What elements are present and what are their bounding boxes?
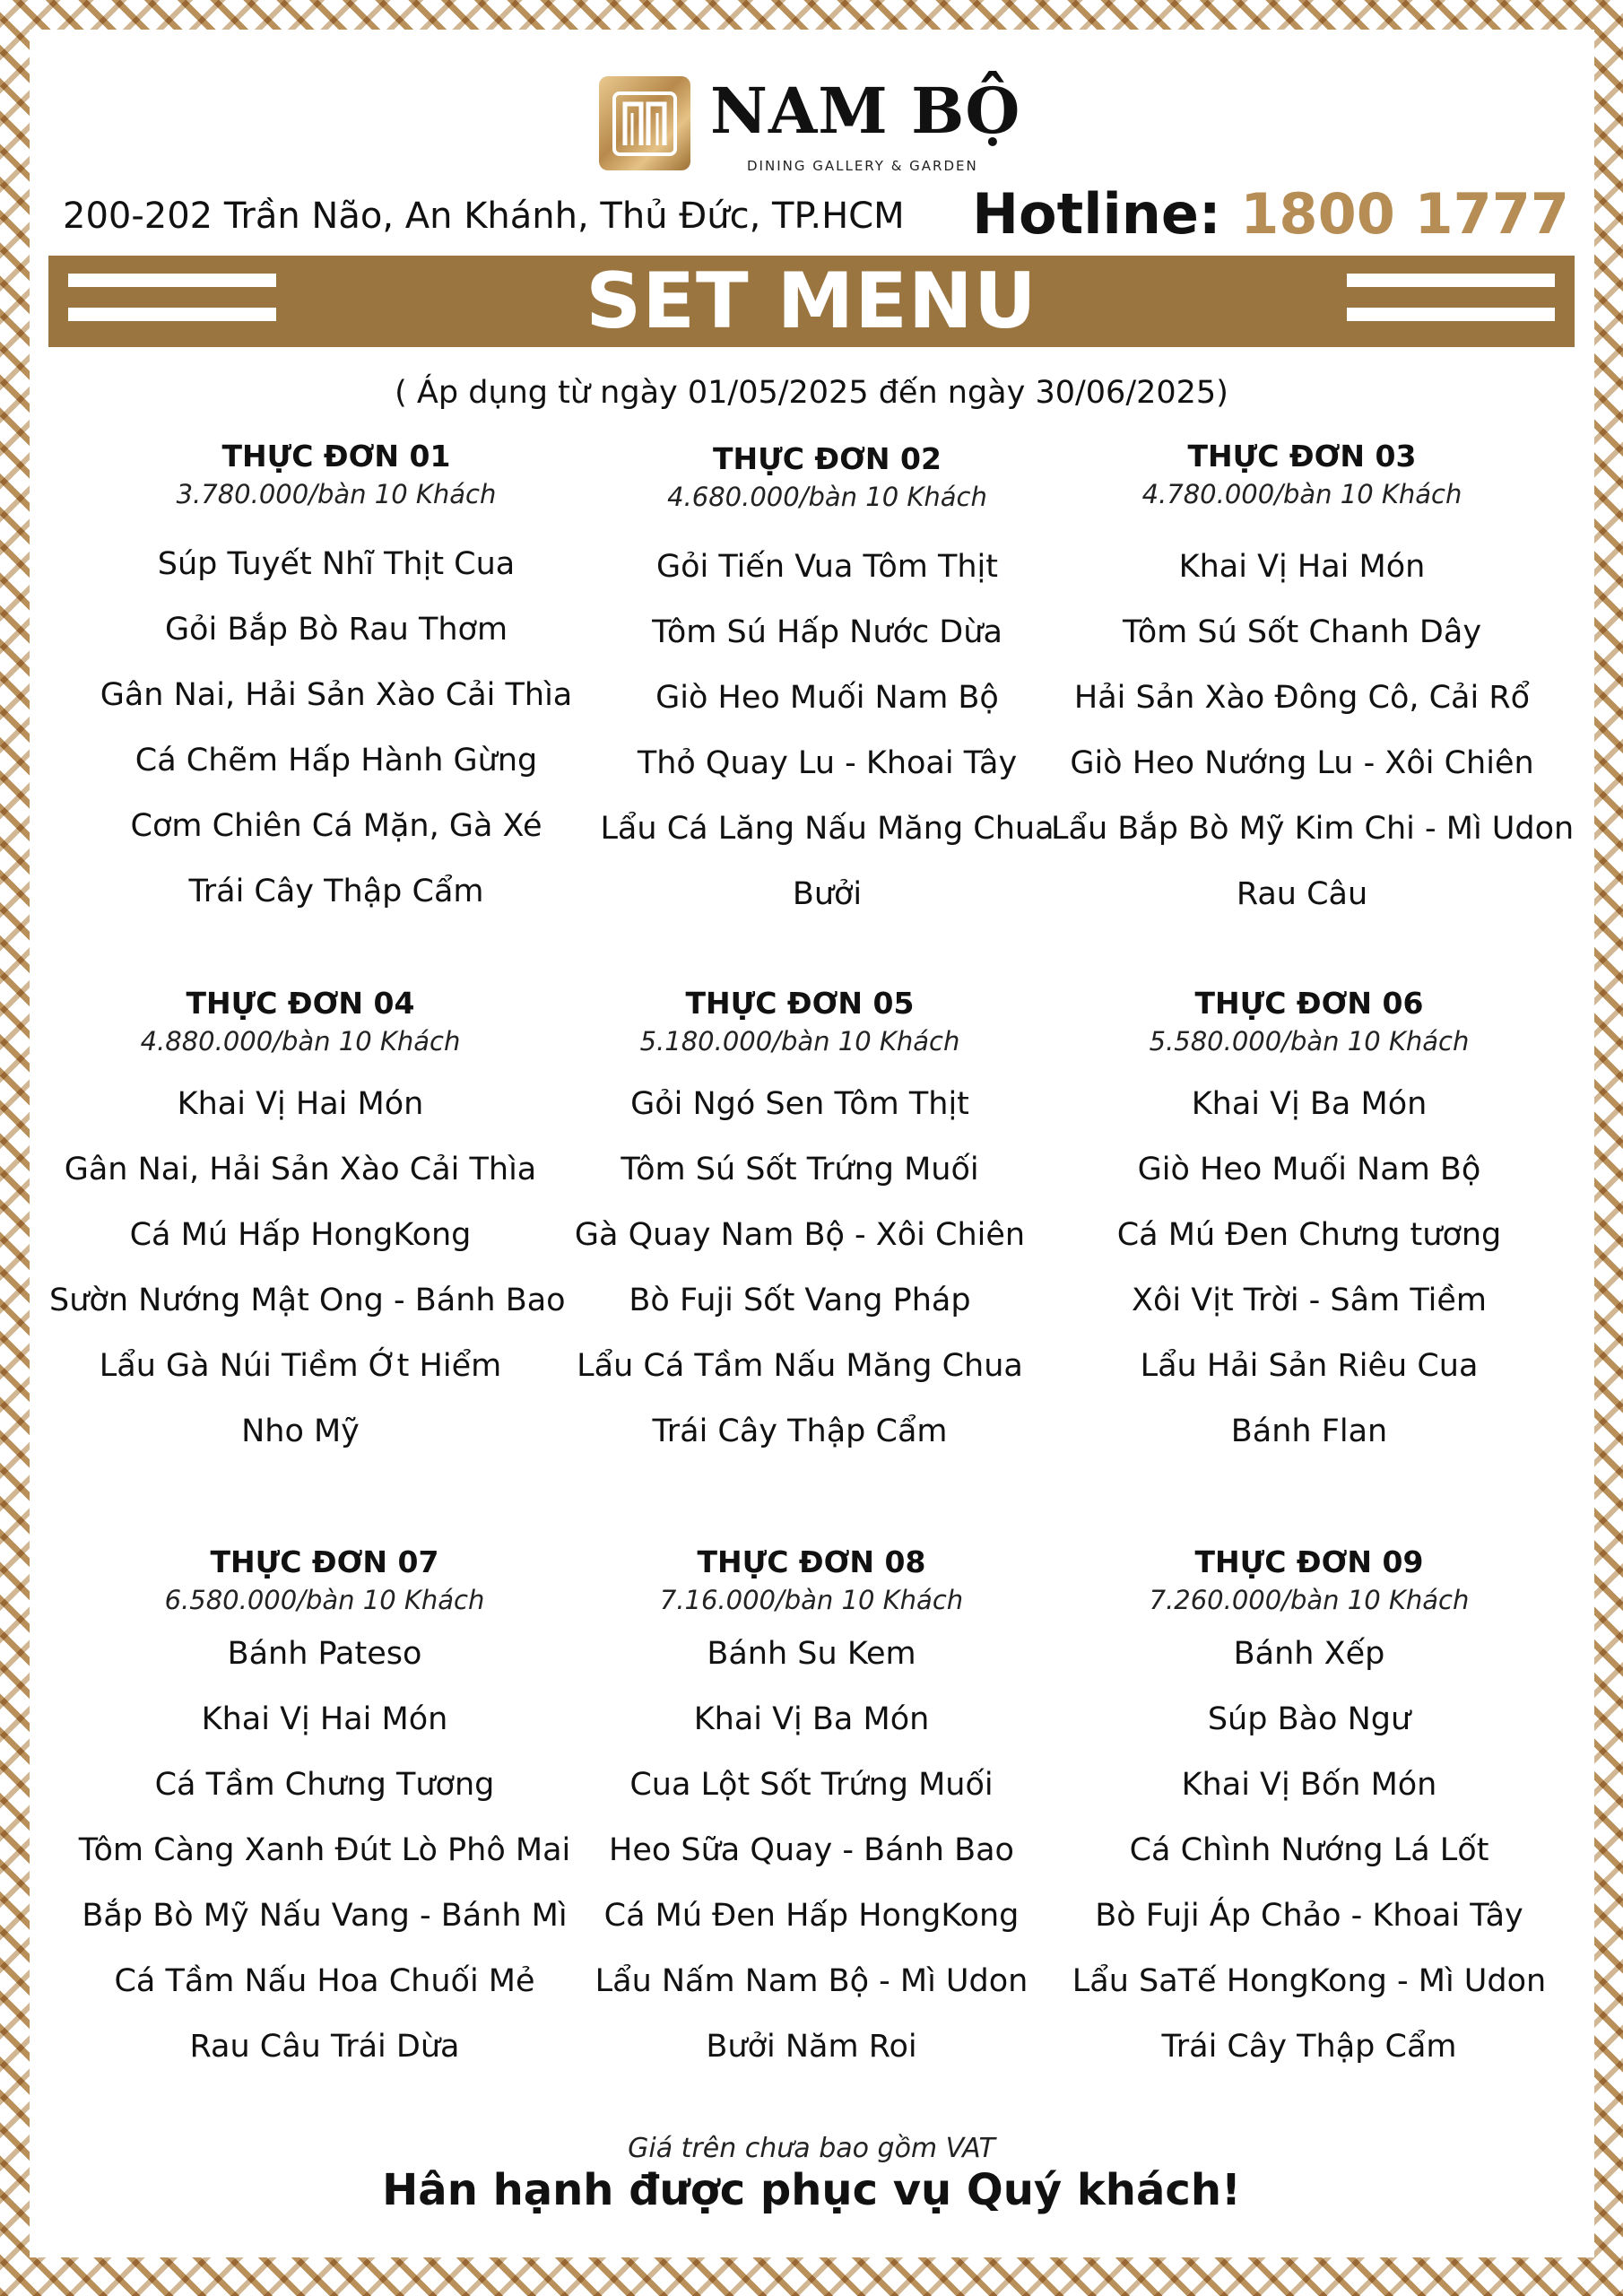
dish-list <box>574 535 1081 927</box>
dish-item: Trái Cây Thập Cẩm <box>188 874 484 909</box>
dish-list <box>560 1622 1063 2080</box>
dish-item: Lẩu Cá Lăng Nấu Măng Chua <box>600 811 1055 847</box>
dish-item: Khai Vị Hai Món <box>1178 549 1426 585</box>
vat-note: Giá trên chưa bao gồm VAT <box>628 2133 995 2164</box>
dish-item: Nho Mỹ <box>241 1413 360 1449</box>
dish-item: Lẩu Gà Núi Tiềm Ớt Hiểm <box>99 1348 502 1384</box>
menu-title: THỰC ĐƠN 06 <box>1194 986 1424 1021</box>
dish-item: Bắp Bò Mỹ Nấu Vang - Bánh Mì <box>82 1898 568 1934</box>
dish-item: Bánh Flan <box>1230 1413 1388 1449</box>
set-menu-08 <box>560 1543 1063 2080</box>
dish-item: Gỏi Bắp Bò Rau Thơm <box>164 612 508 648</box>
nam-bo-logo-icon <box>599 76 690 170</box>
set-menu-06 <box>1058 984 1560 1465</box>
menu-title: THỰC ĐƠN 07 <box>210 1544 439 1579</box>
dish-item: Cá Tầm Nấu Hoa Chuối Mẻ <box>114 1963 535 1999</box>
set-menu-04 <box>49 984 566 1465</box>
set-menu-03 <box>1051 437 1575 927</box>
dish-item: Lẩu Bắp Bò Mỹ Kim Chi - Mì Udon <box>1051 811 1575 847</box>
dish-item: Cơm Chiên Cá Mặn, Gà Xé <box>130 808 542 844</box>
hotline-number[interactable]: 1800 1777 <box>1240 181 1569 247</box>
menu-title: THỰC ĐƠN 02 <box>713 441 942 476</box>
dish-item: Cá Mú Hấp HongKong <box>129 1217 472 1253</box>
set-menu-09 <box>1058 1543 1560 2080</box>
dish-item: Bánh Xếp <box>1233 1636 1385 1672</box>
dish-item: Trái Cây Thập Cẩm <box>652 1413 948 1449</box>
dish-item: Gà Quay Nam Bộ - Xôi Chiên <box>574 1217 1026 1253</box>
dish-item: Khai Vị Bốn Món <box>1181 1767 1437 1803</box>
dish-item: Tôm Sú Sốt Chanh Dây <box>1122 614 1482 650</box>
set-menu-banner <box>48 256 1575 347</box>
dish-item: Heo Sữa Quay - Bánh Bao <box>609 1832 1014 1868</box>
dish-item: Xôi Vịt Trời - Sâm Tiềm <box>1132 1283 1487 1318</box>
set-menu-07 <box>74 1543 576 2080</box>
dish-item: Gân Nai, Hải Sản Xào Cải Thìa <box>64 1152 537 1187</box>
hotline <box>972 181 1569 247</box>
dish-item: Khai Vị Ba Món <box>693 1701 930 1737</box>
dish-item: Bánh Pateso <box>227 1636 422 1672</box>
dish-item: Cá Tầm Chưng Tương <box>154 1767 495 1803</box>
menu-price: 6.580.000/bàn 10 Khách <box>164 1585 485 1615</box>
dish-list <box>1051 535 1575 927</box>
dish-item: Khai Vị Hai Món <box>177 1086 424 1122</box>
dish-item: Cua Lột Sốt Trứng Muối <box>629 1767 994 1803</box>
set-menu-02 <box>574 439 1081 927</box>
dish-item: Bưởi <box>792 876 863 912</box>
thank-you-message: Hân hạnh được phục vụ Quý khách! <box>382 2165 1241 2215</box>
restaurant-address: 200-202 Trần Não, An Khánh, Thủ Đức, TP.HCM <box>63 196 905 237</box>
dish-item: Tôm Sú Hấp Nước Dừa <box>652 614 1002 650</box>
dish-item: Lẩu Nấm Nam Bộ - Mì Udon <box>595 1963 1028 1999</box>
dish-item: Bò Fuji Sốt Vang Pháp <box>629 1283 971 1318</box>
menu-price: 7.16.000/bàn 10 Khách <box>659 1585 964 1615</box>
dish-item: Cá Chình Nướng Lá Lốt <box>1129 1832 1489 1868</box>
dish-item: Trái Cây Thập Cẩm <box>1161 2029 1457 2065</box>
dish-item: Giò Heo Muối Nam Bộ <box>1137 1152 1481 1187</box>
brand-name: NAM BỘ <box>710 74 1021 148</box>
dish-item: Rau Câu Trái Dừa <box>189 2029 460 2065</box>
dish-item: Bưởi Năm Roi <box>706 2029 917 2065</box>
menu-price: 5.580.000/bàn 10 Khách <box>1149 1026 1470 1057</box>
dish-item: Gân Nai, Hải Sản Xào Cải Thìa <box>100 677 573 713</box>
dish-item: Khai Vị Hai Món <box>201 1701 448 1737</box>
set-menu-05 <box>549 984 1051 1465</box>
dish-item: Cá Mú Đen Hấp HongKong <box>603 1898 1020 1934</box>
menu-title: THỰC ĐƠN 08 <box>697 1544 926 1579</box>
hotline-label: Hotline: <box>972 181 1221 247</box>
dish-item: Gỏi Ngó Sen Tôm Thịt <box>630 1086 969 1122</box>
dish-list <box>74 1622 576 2080</box>
menu-price: 4.880.000/bàn 10 Khách <box>140 1026 461 1057</box>
dish-list <box>1058 1072 1560 1465</box>
dish-list <box>85 532 587 925</box>
dish-item: Tôm Càng Xanh Đút Lò Phô Mai <box>78 1832 571 1868</box>
validity-period: ( Áp dụng từ ngày 01/05/2025 đến ngày 30/06/2025) <box>395 375 1228 411</box>
banner-title: SET MENU <box>586 257 1037 346</box>
menu-title: THỰC ĐƠN 09 <box>1194 1544 1424 1579</box>
menu-title: THỰC ĐƠN 05 <box>685 986 915 1021</box>
brand-tagline: DINING GALLERY & GARDEN <box>747 158 978 174</box>
dish-item: Lẩu SaTế HongKong - Mì Udon <box>1072 1963 1547 1999</box>
dish-item: Tôm Sú Sốt Trứng Muối <box>621 1152 979 1187</box>
logo-emblem <box>609 88 681 160</box>
dish-item: Sườn Nướng Mật Ong - Bánh Bao <box>49 1283 566 1318</box>
dish-item: Bò Fuji Áp Chảo - Khoai Tây <box>1095 1898 1523 1934</box>
menu-title: THỰC ĐƠN 01 <box>221 439 451 474</box>
dish-item: Cá Mú Đen Chưng tương <box>1116 1217 1502 1253</box>
menu-price: 3.780.000/bàn 10 Khách <box>176 479 497 509</box>
dish-item: Khai Vị Ba Món <box>1191 1086 1428 1122</box>
dish-list <box>49 1072 566 1465</box>
menu-title: THỰC ĐƠN 03 <box>1187 439 1417 474</box>
dish-item: Gỏi Tiến Vua Tôm Thịt <box>655 549 999 585</box>
menu-price: 4.680.000/bàn 10 Khách <box>667 482 987 512</box>
dish-item: Lẩu Cá Tầm Nấu Măng Chua <box>577 1348 1023 1384</box>
dish-item: Giò Heo Nướng Lu - Xôi Chiên <box>1070 745 1534 781</box>
menu-price: 4.780.000/bàn 10 Khách <box>1141 479 1462 509</box>
menu-price: 5.180.000/bàn 10 Khách <box>639 1026 960 1057</box>
dish-item: Lẩu Hải Sản Riêu Cua <box>1140 1348 1479 1384</box>
dish-item: Bánh Su Kem <box>707 1636 916 1672</box>
dish-item: Thỏ Quay Lu - Khoai Tây <box>637 745 1018 781</box>
dish-item: Cá Chẽm Hấp Hành Gừng <box>135 743 538 778</box>
dish-list <box>549 1072 1051 1465</box>
dish-item: Súp Tuyết Nhĩ Thịt Cua <box>157 546 516 582</box>
dish-list <box>1058 1622 1560 2080</box>
dish-item: Hải Sản Xào Đông Cô, Cải Rổ <box>1073 680 1531 716</box>
dish-item: Giò Heo Muối Nam Bộ <box>655 680 999 716</box>
menu-title: THỰC ĐƠN 04 <box>186 986 415 1021</box>
dish-item: Súp Bào Ngư <box>1207 1701 1411 1737</box>
menu-price: 7.260.000/bàn 10 Khách <box>1149 1585 1470 1615</box>
set-menu-01 <box>85 437 587 925</box>
dish-item: Rau Câu <box>1236 876 1368 912</box>
